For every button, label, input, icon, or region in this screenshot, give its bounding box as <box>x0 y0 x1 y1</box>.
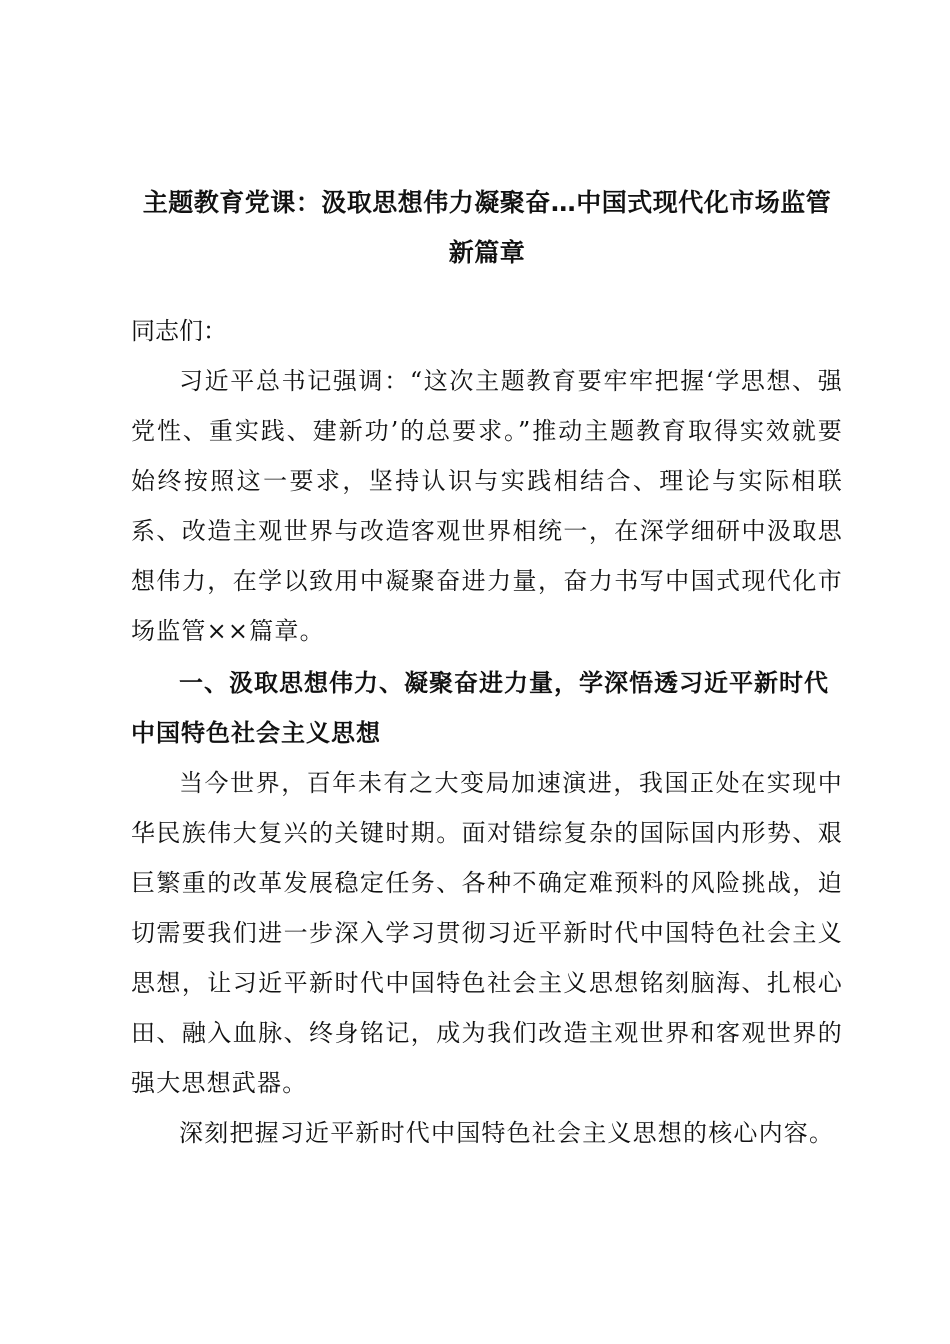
section-1-paragraph-1: 当今世界，百年未有之大变局加速演进，我国正处在实现中华民族伟大复兴的关键时期。面对错综复杂的国际国内形势、艰巨繁重的改革发展稳定任务、各种不确定难预料的风险挑战，迫切需要我们进一步深入学习贯彻习近平新时代中国特色社会主义思想，让习近平新时代中国特色社会主义思想铭刻脑海、扎根心田、融入血脉、终身铭记，成为我们改造主观世界和客观世界的强大思想武器。 <box>131 769 843 1097</box>
section-heading-1: 一、汲取思想伟力、凝聚奋进力量，学深悟透习近平新时代中国特色社会主义思想 <box>131 669 829 747</box>
document-body <box>131 178 843 1158</box>
document-title: 主题教育党课：汲取思想伟力凝聚奋…中国式现代化市场监管新篇章 <box>142 188 832 267</box>
intro-paragraph: 习近平总书记强调：“这次主题教育要牢牢把握‘学思想、强党性、重实践、建新功’的总要求。”推动主题教育取得实效就要始终按照这一要求，坚持认识与实践相结合、理论与实际相联系、改造主观世界与改造客观世界相统一，在深学细研中汲取思想伟力，在学以致用中凝聚奋进力量，奋力书写中国式现代化市场监管××篇章。 <box>131 367 843 645</box>
section-1-paragraph-2: 深刻把握习近平新时代中国特色社会主义思想的核心内容。 <box>179 1119 835 1147</box>
salutation: 同志们： <box>131 317 227 345</box>
